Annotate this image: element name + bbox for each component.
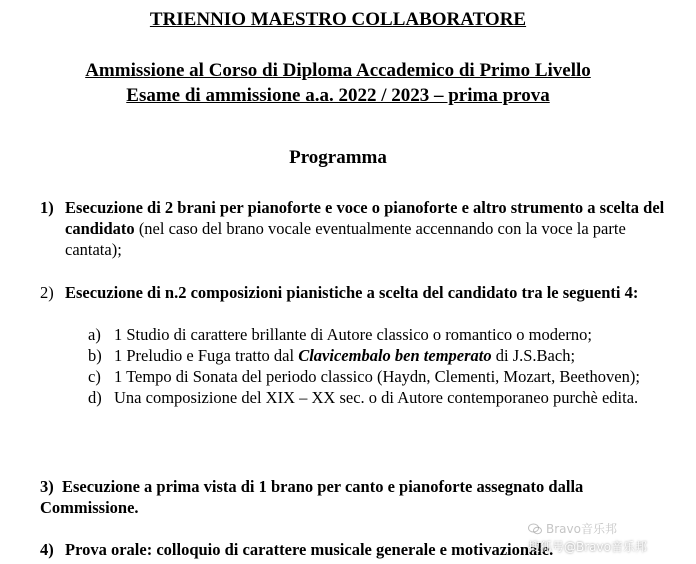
document-title: TRIENNIO MAESTRO COLLABORATORE — [149, 9, 527, 30]
item-number: 1) — [40, 198, 54, 217]
sub-item-letter: b) — [88, 346, 102, 365]
sub-item-emphasis: Clavicembalo ben temperato — [298, 346, 492, 365]
item-body — [65, 197, 670, 260]
sub-item-letter: d) — [88, 388, 102, 407]
sub-item-letter: a) — [88, 325, 101, 344]
item-number: 2) — [40, 283, 54, 302]
sub-item-letter: c) — [88, 367, 101, 386]
document-subtitle-line1: Ammissione al Corso di Diploma Accademico di Primo Livello — [85, 60, 591, 81]
sub-item-text-before: 1 Preludio e Fuga tratto dal — [114, 346, 299, 365]
sub-item-b — [88, 345, 678, 366]
sub-item-d — [88, 387, 678, 408]
item-number: 3) — [40, 477, 54, 496]
program-heading: Programma — [289, 147, 387, 168]
sub-item-text: Una composizione del XIX – XX sec. o di Autore contemporaneo purchè edita. — [114, 388, 639, 407]
sub-item-text-after: di J.S.Bach; — [491, 346, 576, 365]
program-item-4 — [40, 539, 670, 560]
item-bold-text: Esecuzione a prima vista di 1 brano per canto e pianoforte assegnato dalla Commissione. — [40, 477, 588, 517]
sub-item-text: 1 Tempo di Sonata del periodo classico (Haydn, Clementi, Mozart, Beethoven); — [114, 367, 640, 386]
sub-item-c — [88, 366, 678, 387]
sub-item-a — [88, 324, 678, 345]
program-item-2 — [40, 282, 670, 303]
program-item-1 — [40, 197, 670, 260]
program-item-3 — [40, 476, 670, 518]
item-bold-text: Esecuzione di 2 brani per pianoforte e voce o pianoforte e altro strumento a scelta del candidato — [65, 198, 665, 238]
watermark-line1: Bravo音乐邦 — [546, 522, 617, 536]
wechat-icon — [528, 523, 542, 535]
item-normal-text: (nel caso del brano vocale eventualmente accennando con la voce la parte cantata); — [65, 219, 626, 259]
program-item-2-sublist — [88, 324, 678, 408]
item-bold-text: Prova orale: colloquio di carattere musicale generale e motivazionale. — [65, 540, 554, 559]
item-number: 4) — [40, 540, 54, 559]
sub-item-text: 1 Studio di carattere brillante di Autore classico o romantico o moderno; — [114, 325, 592, 344]
item-body — [65, 539, 670, 560]
watermark-line2: 搜狐号@Bravo音乐邦 — [528, 540, 647, 554]
item-body — [65, 282, 670, 303]
item-bold-text: Esecuzione di n.2 composizioni pianistiche a scelta del candidato tra le seguenti 4: — [65, 283, 639, 302]
document-subtitle-line2: Esame di ammissione a.a. 2022 / 2023 – prima prova — [126, 85, 550, 106]
item-body — [40, 476, 670, 518]
